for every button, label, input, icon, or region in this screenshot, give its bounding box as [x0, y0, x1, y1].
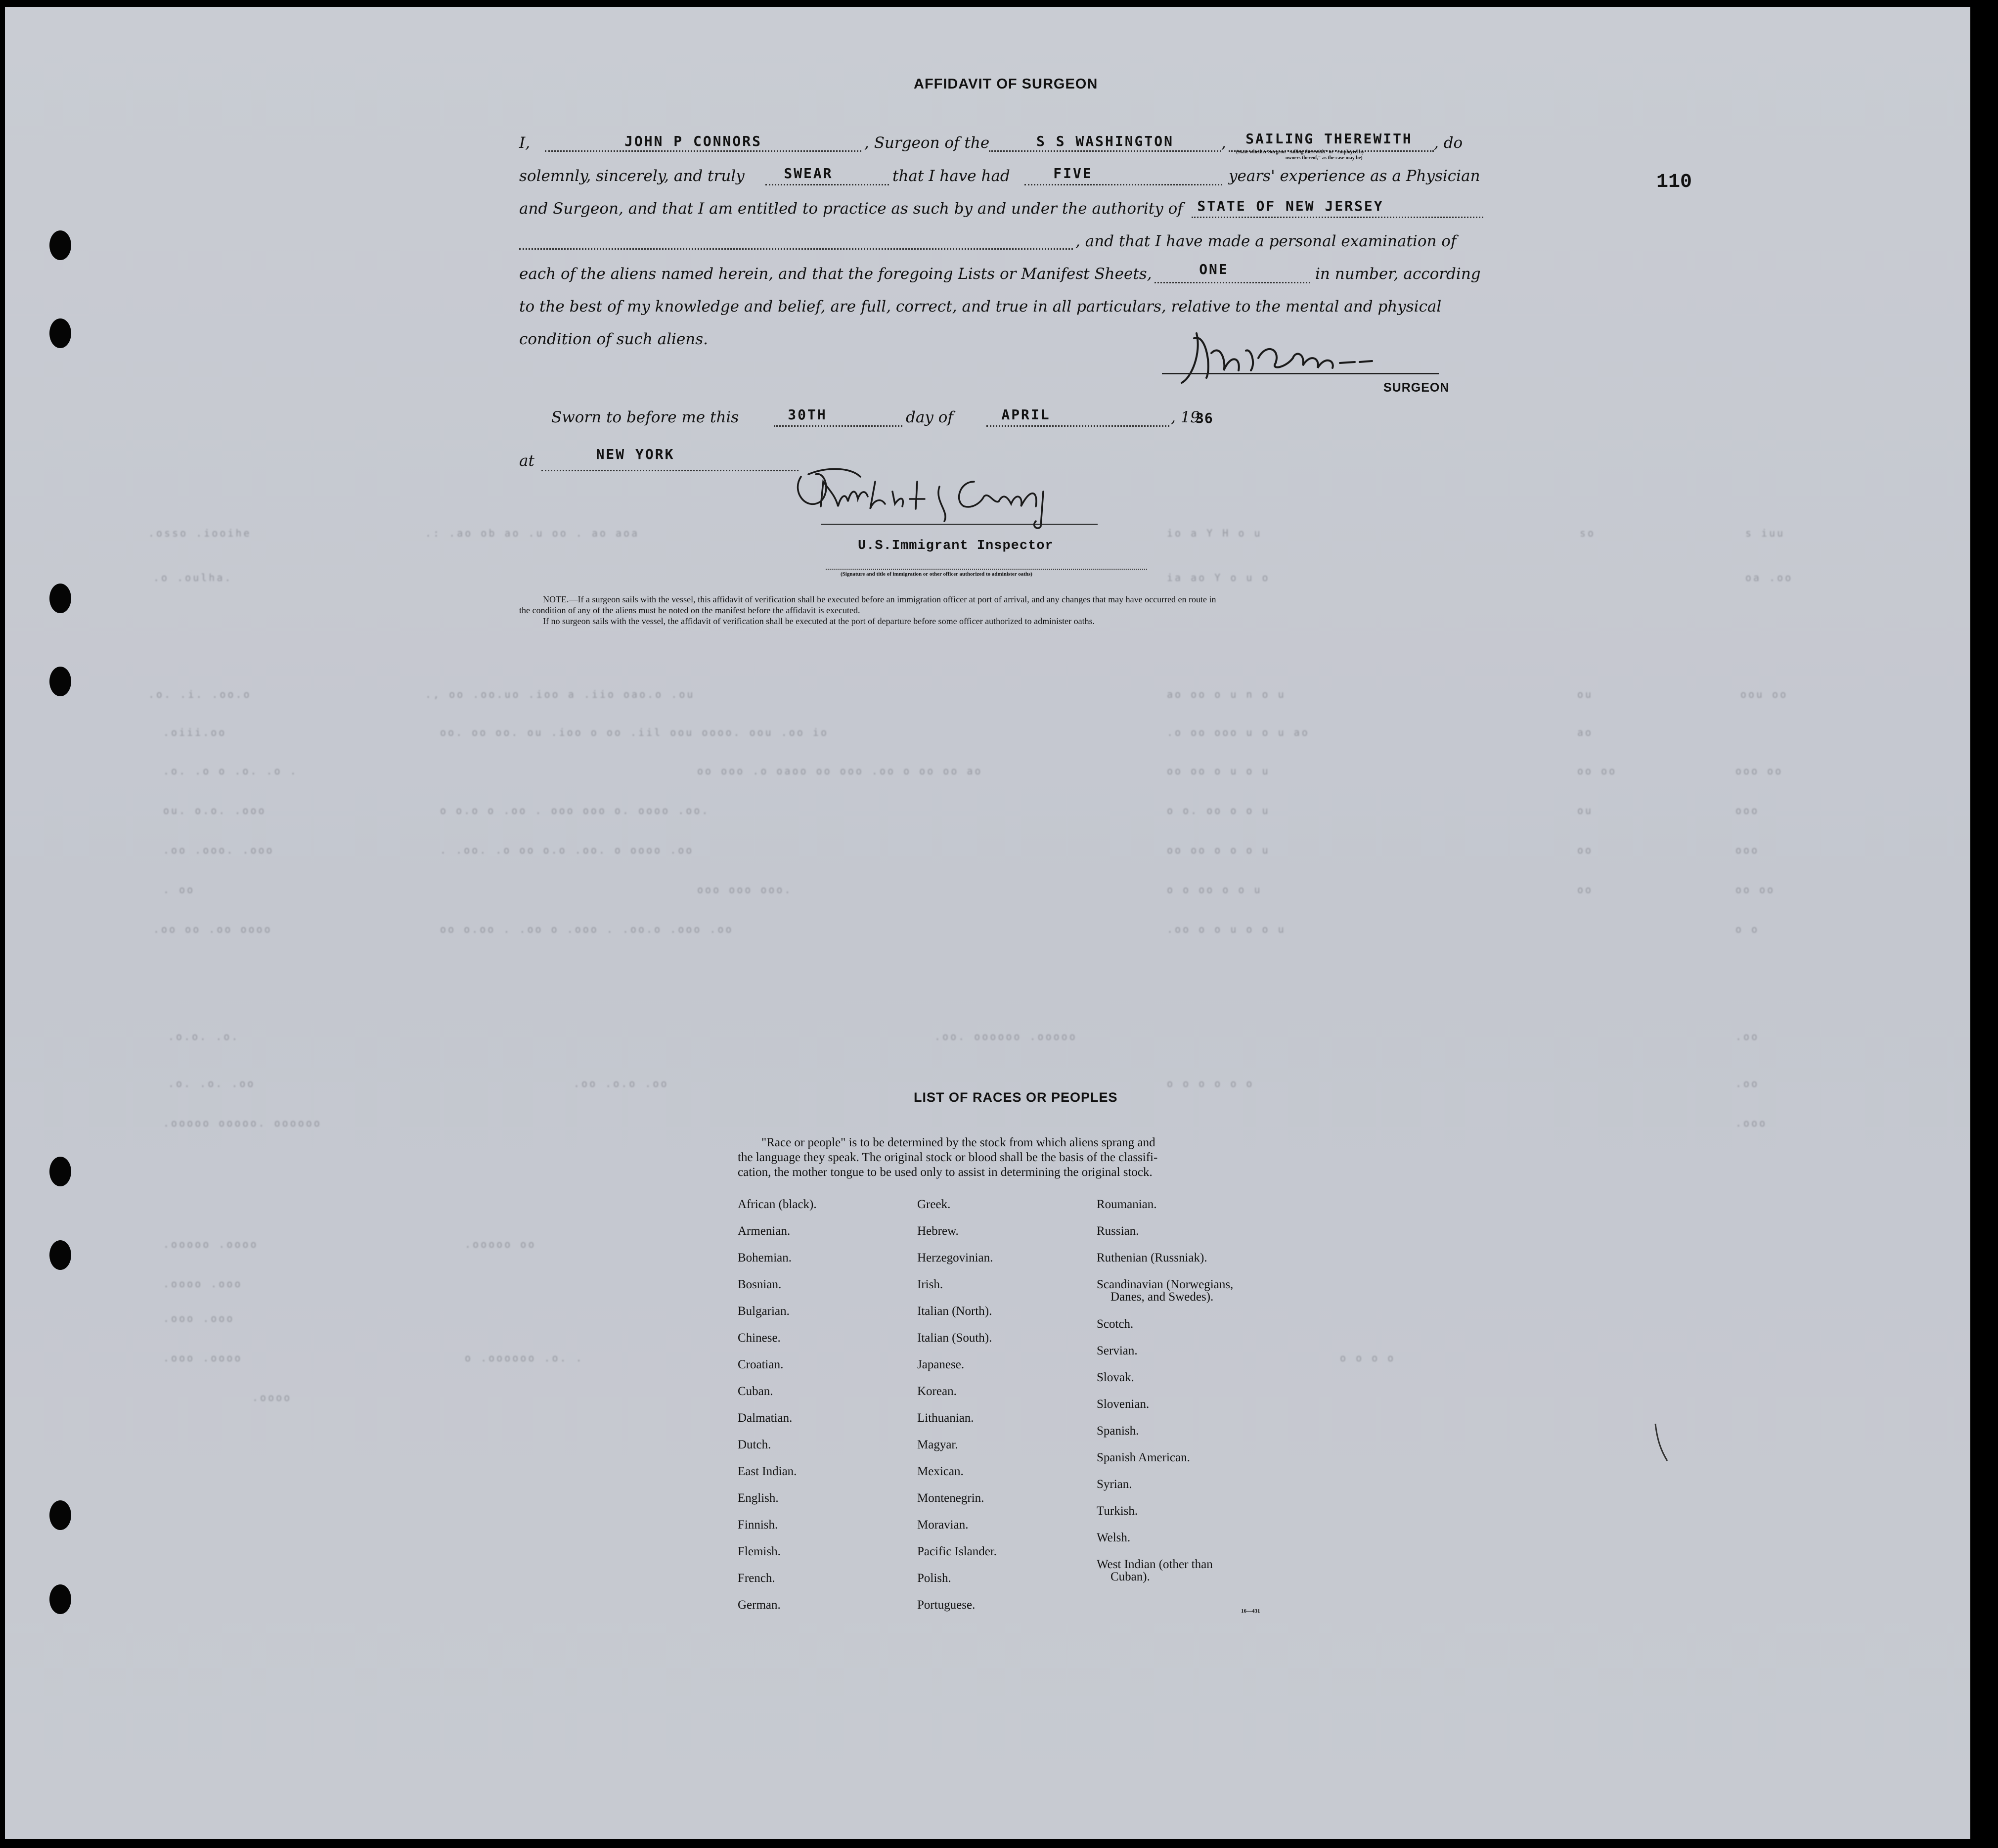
- text-years-experience: years' experience as a Physician: [1229, 167, 1480, 185]
- surgeon-signature: [1177, 323, 1384, 393]
- text-at: at: [519, 452, 534, 470]
- sailing-note-line1: (State whether Surgeon "sailing therewith" or "employed by: [1236, 149, 1365, 155]
- race-item: Japanese.: [917, 1358, 965, 1371]
- sheets-count: ONE: [1199, 261, 1229, 277]
- race-item: Dutch.: [738, 1438, 771, 1451]
- race-item: Turkish.: [1097, 1504, 1138, 1518]
- sworn-year: 36: [1196, 410, 1213, 426]
- vessel-name: S S WASHINGTON: [1036, 133, 1174, 149]
- races-intro-line3: cation, the mother tongue to be used only to assist in determining the original stock.: [738, 1166, 1153, 1179]
- manifest-sheet: .osso .iooihe .: .ao ob ao .u oo . ao aoa io a Y H o u so s iuu .o .oulha. ia ao Y o u o oa .oo .o. .i. .oo.o ., oo .oo.uo .ioo a .iio oao.o .ou ao oo o u n o u ou oou oo .oiii.oo oo. oo oo. ou .ioo o oo .iil oou oooo. oou .oo io .o oo ooo u o u ao ao .o. .o o .o. .o . oo ooo .o oaoo oo ooo .oo o oo oo ao oo oo o u o u oo oo ooo oo ou. o.o. .ooo o o.o o .oo . ooo ooo o. oooo .oo. o o. oo o o u ou ooo .oo .ooo. .ooo . .oo. .o oo o.o .oo. o oooo .oo oo oo o o o u oo ooo . oo ooo ooo ooo. o o oo o o u oo oo oo .oo oo .oo oooo oo o.oo . .oo o .ooo . .oo.o .ooo .oo .oo o o u o o u o o .o.o. .o. .oo. oooooo .ooooo .oo .o. .o. .oo .oo .o.o .oo o o o o o o .oo .ooooo ooooo. oooooo .ooo .ooooo .oooo .ooooo oo .oooo .ooo .ooo .ooo .ooo .oooo o .oooooo .o. . .oooo o o o o 110 AFFIDAVIT OF SURGEON I, JOHN P CONNORS , Surgeon of the S S WASHINGTON , SAILING THEREWITH (State whether Surgeon "sailing therewith" or "employed by owners thereof," as the case may be) , do solemnly, sincerely, and truly SWEAR that I have had FIVE years' experience as a Physician and Surgeon, and that I am entitled to practice as such by and under the authority of STATE OF NEW JERSEY , and that I have made a personal examination of each of the aliens named herein, and that the foregoing Lists or Manifest Sheets, ONE in number, according to the best of my knowledge and belief, are full, correct, and true in all particulars, relative to the mental and physical condition of such aliens. SURGEON Sworn to before me this 30TH day of APRIL , 19 36 at NEW YORK U.S.Immigrant Inspector (Signature and title of immigration or other officer authorized to administer oaths) NOTE.—If a surgeon sails with the vessel, this affidavit of verification shall be executed before an immigration officer at port of arrival, and any changes that may have occurred en route in the condition of any of the aliens must be noted on the manifest before the affidavit is executed. If no surgeon sails with the vessel, the affidavit of verification shall be executed at the port of departure before some officer authorized to administer oaths. LIST OF RACES OR PEOPLES "Race or people" is to be determined by the stock from which aliens sprang and the language they speak. The original stock or blood shall be the basis of the classifi- cation, the mother tongue to be used only to assist in determining the original stock. African (black). Armenian. Bohemian. Bosnian. Bulgarian. Chinese. Croatian. Cuban. Dalmatian. Dutch. East Indian. English. Finnish. Flemish. French. German. Greek. Hebrew. Herzegovinian. Irish. Italian (North). Italian (South). Japanese. Korean. Lithuanian. Magyar. Mexican. Montenegrin. Moravian. Pacific Islander. Polish. Portuguese. Roumanian. Russian. Ruthenian (Russniak). Scandinavian (Norwegians, Danes, and Swedes). Scotch. Servian. Slovak. Slovenian. Spanish. Spanish American. Syrian. Turkish. Welsh. West Indian (other than Cuban). 16—431: [5, 7, 1970, 1839]
- sworn-day: 30TH: [788, 406, 827, 423]
- punch-hole: [49, 667, 71, 696]
- race-item: Roumanian.: [1097, 1198, 1157, 1211]
- race-item: Flemish.: [738, 1545, 781, 1558]
- races-title: LIST OF RACES OR PEOPLES: [914, 1090, 1118, 1105]
- oath-word: SWEAR: [784, 165, 833, 181]
- note-line2: the condition of any of the aliens must be noted on the manifest before the affidavit is executed.: [519, 605, 860, 615]
- page-number: 110: [1656, 171, 1692, 193]
- race-item: Bulgarian.: [738, 1305, 790, 1318]
- text-day-of: day of: [906, 408, 953, 426]
- race-item: Lithuanian.: [917, 1411, 974, 1425]
- form-code: 16—431: [1241, 1608, 1260, 1614]
- sworn-place: NEW YORK: [596, 446, 675, 462]
- race-item: African (black).: [738, 1198, 817, 1211]
- race-item: West Indian (other than: [1097, 1558, 1213, 1571]
- text-condition: condition of such aliens.: [519, 330, 709, 348]
- race-item: Korean.: [917, 1385, 957, 1398]
- race-item: Montenegrin.: [917, 1491, 984, 1505]
- text-do: , do: [1434, 134, 1463, 152]
- race-item: Pacific Islander.: [917, 1545, 997, 1558]
- race-item: Irish.: [917, 1278, 943, 1291]
- inspector-title: U.S.Immigrant Inspector: [858, 539, 1054, 553]
- inspector-caption: (Signature and title of immigration or other officer authorized to administer oaths): [841, 571, 1032, 577]
- inspector-signature: [786, 462, 1103, 531]
- race-item: Chinese.: [738, 1331, 781, 1345]
- race-item: English.: [738, 1491, 779, 1505]
- text-best-knowledge: to the best of my knowledge and belief, are full, correct, and true in all particulars, relative to the mental and physical: [519, 298, 1442, 316]
- races-intro-line2: the language they speak. The original stock or blood shall be the basis of the classifi-: [738, 1151, 1158, 1164]
- affidavit-title: AFFIDAVIT OF SURGEON: [914, 76, 1098, 92]
- authority: STATE OF NEW JERSEY: [1197, 198, 1384, 214]
- race-item: Bohemian.: [738, 1251, 792, 1264]
- race-item: Ruthenian (Russniak).: [1097, 1251, 1207, 1264]
- sailing-note-line2: owners thereof," as the case may be): [1286, 155, 1363, 161]
- race-item: Herzegovinian.: [917, 1251, 993, 1264]
- punch-hole: [49, 584, 71, 613]
- punch-hole: [49, 318, 71, 348]
- race-item: Spanish.: [1097, 1424, 1139, 1438]
- race-item: French.: [738, 1572, 775, 1585]
- race-item: Moravian.: [917, 1518, 969, 1532]
- race-item: Armenian.: [738, 1224, 791, 1238]
- sworn-month: APRIL: [1001, 406, 1051, 423]
- race-item: Magyar.: [917, 1438, 958, 1451]
- note-line1: NOTE.—If a surgeon sails with the vessel, this affidavit of verification shall be executed before an immigration officer at port of arrival, and any changes that may have occurred en route in: [543, 594, 1216, 604]
- race-item: Welsh.: [1097, 1531, 1131, 1544]
- race-item: Spanish American.: [1097, 1451, 1190, 1464]
- text-that-i-have-had: that I have had: [892, 167, 1010, 185]
- race-item: Slovenian.: [1097, 1397, 1150, 1411]
- race-item: Russian.: [1097, 1224, 1139, 1238]
- punch-hole: [49, 1240, 71, 1270]
- pencil-mark: [1651, 1421, 1671, 1466]
- text-surgeon-of-the: , Surgeon of the: [864, 134, 990, 152]
- race-item: Cuban).: [1110, 1570, 1150, 1583]
- text-year-prefix: , 19: [1171, 408, 1200, 426]
- surgeon-name: JOHN P CONNORS: [624, 133, 762, 149]
- text-personal-exam: , and that I have made a personal examination of: [1075, 232, 1457, 250]
- race-item: Scandinavian (Norwegians,: [1097, 1278, 1234, 1291]
- race-item: Croatian.: [738, 1358, 784, 1371]
- race-item: Italian (North).: [917, 1305, 992, 1318]
- race-item: Italian (South).: [917, 1331, 992, 1345]
- race-item: Slovak.: [1097, 1371, 1134, 1384]
- text-each-alien: each of the aliens named herein, and that the foregoing Lists or Manifest Sheets,: [519, 265, 1152, 283]
- text-and-surgeon: and Surgeon, and that I am entitled to practice as such by and under the authority of: [519, 200, 1183, 218]
- punch-hole: [49, 1157, 71, 1186]
- note-line3: If no surgeon sails with the vessel, the affidavit of verification shall be executed at the port of departure before some officer authorized to administer oaths.: [543, 616, 1095, 626]
- races-intro-line1: "Race or people" is to be determined by the stock from which aliens sprang and: [761, 1136, 1155, 1149]
- race-item: Hebrew.: [917, 1224, 959, 1238]
- punch-hole: [49, 230, 71, 260]
- race-item: Cuban.: [738, 1385, 773, 1398]
- race-item: Greek.: [917, 1198, 951, 1211]
- race-item: Polish.: [917, 1572, 951, 1585]
- text-sworn: Sworn to before me this: [551, 408, 739, 426]
- race-item: Servian.: [1097, 1344, 1138, 1357]
- race-item: Dalmatian.: [738, 1411, 793, 1425]
- race-item: Finnish.: [738, 1518, 778, 1532]
- race-item: Portuguese.: [917, 1598, 976, 1612]
- text-i: I,: [519, 134, 531, 152]
- race-item: Danes, and Swedes).: [1110, 1290, 1214, 1304]
- race-item: Mexican.: [917, 1465, 964, 1478]
- text-comma: ,: [1221, 134, 1226, 152]
- text-solemnly: solemnly, sincerely, and truly: [519, 167, 745, 185]
- punch-hole: [49, 1584, 71, 1614]
- race-item: Scotch.: [1097, 1317, 1134, 1331]
- years-experience: FIVE: [1053, 165, 1093, 181]
- race-item: Bosnian.: [738, 1278, 782, 1291]
- text-in-number: in number, according: [1315, 265, 1481, 283]
- race-item: German.: [738, 1598, 781, 1612]
- punch-hole: [49, 1500, 71, 1530]
- sailing-status: SAILING THEREWITH: [1245, 131, 1413, 147]
- surgeon-label: SURGEON: [1383, 381, 1450, 395]
- race-item: East Indian.: [738, 1465, 797, 1478]
- race-item: Syrian.: [1097, 1478, 1132, 1491]
